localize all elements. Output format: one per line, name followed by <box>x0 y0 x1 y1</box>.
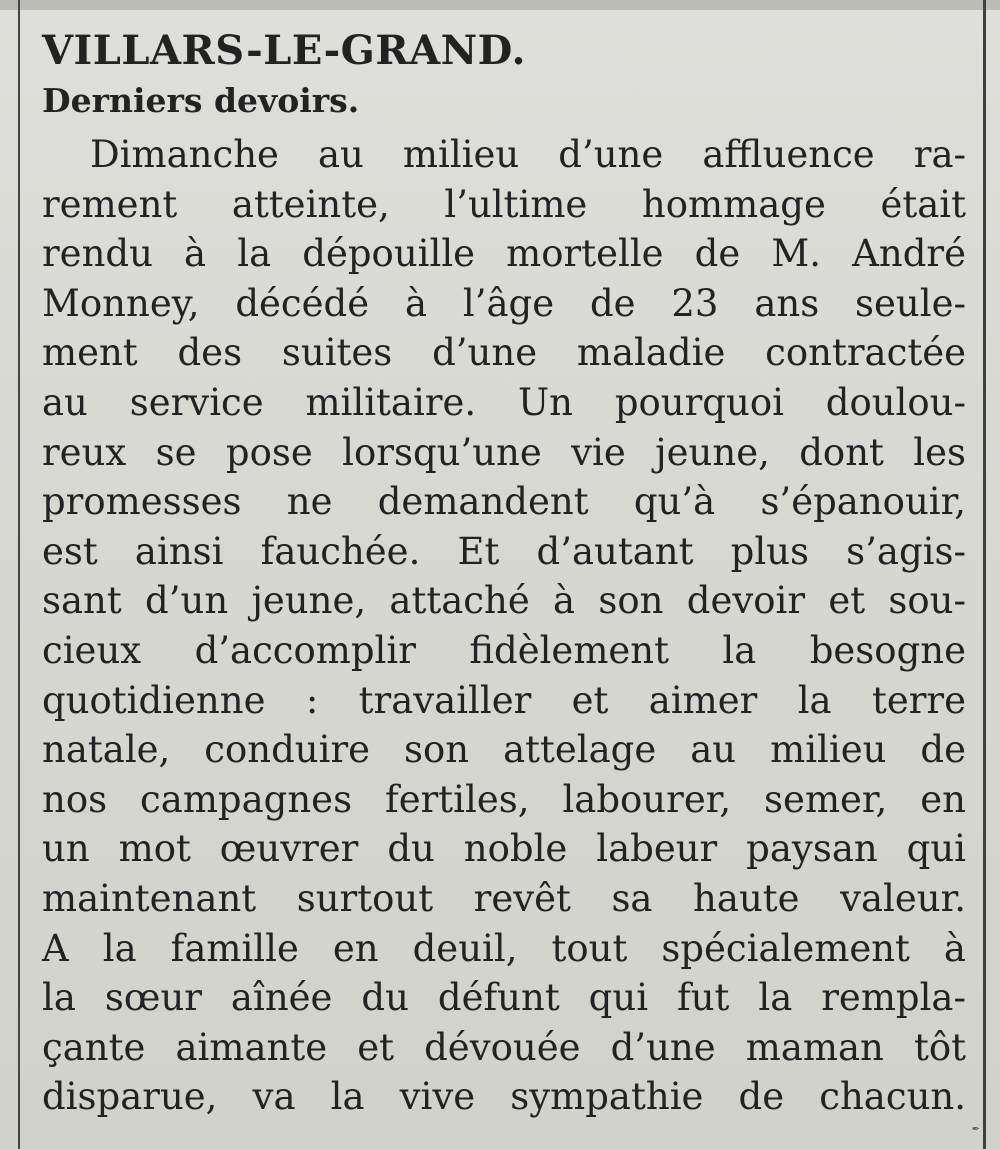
article-column <box>42 24 966 1122</box>
body-line: sant d’un jeune, attaché à son devoir et sou- <box>42 579 966 623</box>
body-line: A la famille en deuil, tout spécialement à <box>42 926 966 970</box>
article-subheading: Derniers devoirs. <box>42 81 360 120</box>
article-place-heading: VILLARS-LE-GRAND. <box>42 27 526 74</box>
body-line: rendu à la dépouille mortelle de M. André <box>42 232 966 276</box>
corner-mark-icon: ✒ <box>971 1124 980 1135</box>
column-rule-right <box>983 0 986 1149</box>
body-line: çante aimante et dévouée d’une maman tôt <box>42 1025 966 1069</box>
body-line: disparue, va la vive sympathie de chacun. <box>42 1075 966 1119</box>
body-line: rement atteinte, l’ultime hommage était <box>42 182 966 226</box>
body-line: promesses ne demandent qu’à s’épanouir, <box>42 480 966 524</box>
column-rule-left <box>18 0 20 1149</box>
body-line: un mot œuvrer du noble labeur paysan qui <box>42 827 966 871</box>
body-line: est ainsi fauchée. Et d’autant plus s’agis- <box>42 529 966 573</box>
body-line: quotidienne : travailler et aimer la terre <box>42 678 966 722</box>
body-line: maintenant surtout revêt sa haute valeur. <box>42 876 966 920</box>
body-line: nos campagnes fertiles, labourer, semer, en <box>42 777 966 821</box>
body-line: Dimanche au milieu d’une affluence ra- <box>90 133 966 176</box>
body-line: ment des suites d’une maladie contractée <box>42 331 966 375</box>
body-line: au service militaire. Un pourquoi doulou- <box>42 380 966 424</box>
body-line: cieux d’accomplir fidèlement la besogne <box>42 628 966 672</box>
body-line: Monney, décédé à l’âge de 23 ans seule- <box>42 281 966 325</box>
body-line: natale, conduire son attelage au milieu de <box>42 728 966 772</box>
paper-top-edge <box>0 0 1000 10</box>
article-body <box>42 130 966 1122</box>
body-line: la sœur aînée du défunt qui fut la rempla- <box>42 976 966 1020</box>
body-line: reux se pose lorsqu’une vie jeune, dont les <box>42 430 966 474</box>
